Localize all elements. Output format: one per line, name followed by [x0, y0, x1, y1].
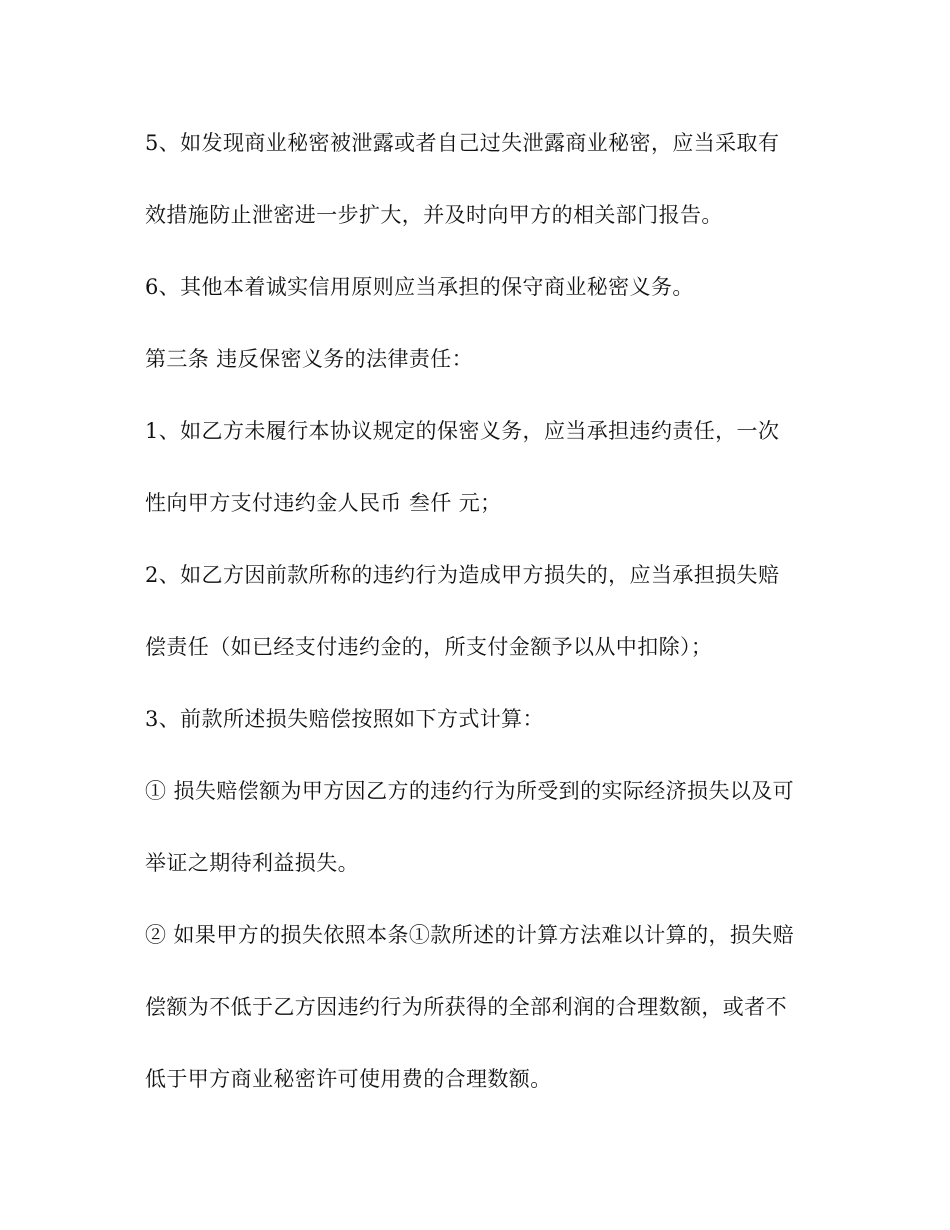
article-3-heading: 第三条 违反保密义务的法律责任：: [145, 347, 474, 371]
sub-item-1-line-2: 举证之期待利益损失。: [145, 851, 359, 875]
clause-6-line: 6、其他本着诚实信用原则应当承担的保守商业秘密义务。: [145, 275, 694, 299]
sub-item-2-line-1: ② 如果甲方的损失依照本条①款所述的计算方法难以计算的，损失赔: [145, 923, 795, 947]
item-1-line-2: 性向甲方支付违约金人民币 叁仟 元；: [145, 491, 502, 515]
clause-5-line-2: 效措施防止泄密进一步扩大，并及时向甲方的相关部门报告。: [145, 203, 723, 227]
item-3-line: 3、前款所述损失赔偿按照如下方式计算：: [145, 707, 544, 731]
sub-item-2-line-2: 偿额为不低于乙方因违约行为所获得的全部利润的合理数额，或者不: [145, 995, 787, 1019]
sub-item-2-line-3: 低于甲方商业秘密许可使用费的合理数额。: [145, 1067, 552, 1091]
item-1-line-1: 1、如乙方未履行本协议规定的保密义务，应当承担违约责任，一次: [145, 419, 780, 443]
sub-item-1-line-1: ① 损失赔偿额为甲方因乙方的违约行为所受到的实际经济损失以及可: [145, 779, 795, 803]
clause-5-line-1: 5、如发现商业秘密被泄露或者自己过失泄露商业秘密，应当采取有: [145, 131, 780, 155]
item-2-line-1: 2、如乙方因前款所称的违约行为造成甲方损失的，应当承担损失赔: [145, 563, 780, 587]
item-2-line-2: 偿责任（如已经支付违约金的，所支付金额予以从中扣除）；: [145, 635, 713, 659]
